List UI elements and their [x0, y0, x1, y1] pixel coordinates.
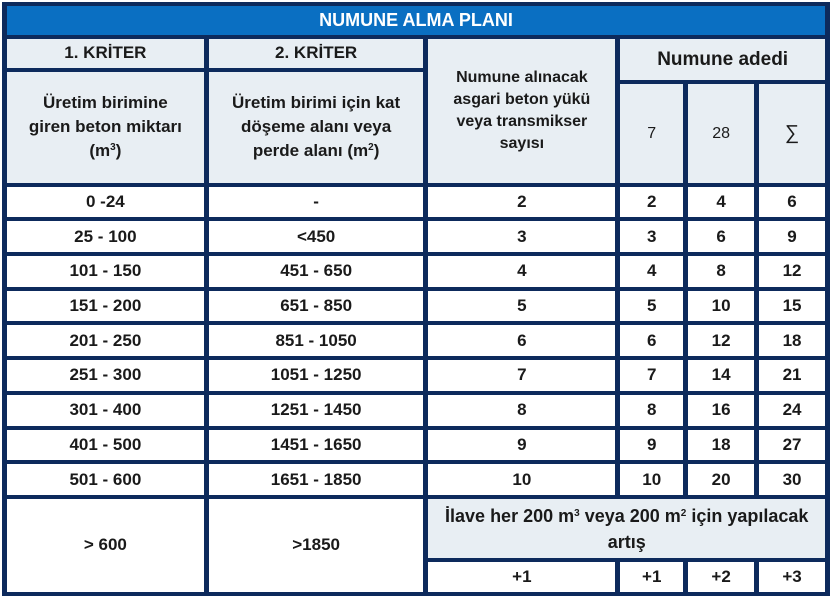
- concrete-amount-header: [7, 72, 204, 182]
- day-7-count: 9: [620, 430, 683, 461]
- total-count: 21: [759, 360, 825, 391]
- concrete-range: 101 - 150: [7, 256, 204, 287]
- day-7-count: 7: [620, 360, 683, 391]
- day-7-count: 10: [620, 464, 683, 495]
- day-28-count: 8: [688, 256, 754, 287]
- total-count: 15: [759, 291, 825, 322]
- increment-total: +3: [759, 562, 825, 592]
- min-load: 2: [428, 187, 615, 218]
- table-row: [7, 187, 825, 218]
- concrete-amount-unit: $(m^3)$: [89, 141, 122, 161]
- area-range: 1051 - 1250: [209, 360, 424, 391]
- table-row: [7, 221, 825, 252]
- total-count: 27: [759, 430, 825, 461]
- sum-header: ∑: [759, 84, 825, 182]
- day-7-count: 3: [620, 221, 683, 252]
- min-load-header-text: Numune alınacak asgari beton yükü veya transmikser sayısı: [453, 68, 591, 152]
- table-row: [7, 325, 825, 356]
- day-28-count: 4: [688, 187, 754, 218]
- sampling-plan-table-frame: [2, 2, 830, 596]
- sampling-plan-table: [2, 2, 830, 596]
- sample-count-header: Numune adedi: [620, 39, 825, 81]
- total-count: 6: [759, 187, 825, 218]
- area-range: 451 - 650: [209, 256, 424, 287]
- min-load: 7: [428, 360, 615, 391]
- concrete-range: 151 - 200: [7, 291, 204, 322]
- table-row: [7, 395, 825, 426]
- table-row: [7, 464, 825, 495]
- min-load: 9: [428, 430, 615, 461]
- area-range: 1651 - 1850: [209, 464, 424, 495]
- day-7-count: 5: [620, 291, 683, 322]
- footer-area-range: >1850: [209, 499, 424, 592]
- area-range: 651 - 850: [209, 291, 424, 322]
- floor-area-unit: $(m^2)$: [347, 141, 380, 161]
- day-7-header: 7: [620, 84, 683, 182]
- concrete-amount-desc: Üretim birimine giren beton miktarı: [28, 93, 182, 137]
- concrete-range: 201 - 250: [7, 325, 204, 356]
- area-range: -: [209, 187, 424, 218]
- concrete-range: 401 - 500: [7, 430, 204, 461]
- min-load: 3: [428, 221, 615, 252]
- concrete-range: 501 - 600: [7, 464, 204, 495]
- area-range: <450: [209, 221, 424, 252]
- area-range: 1451 - 1650: [209, 430, 424, 461]
- min-load: 5: [428, 291, 615, 322]
- concrete-range: 301 - 400: [7, 395, 204, 426]
- concrete-range: 0 -24: [7, 187, 204, 218]
- day-28-count: 16: [688, 395, 754, 426]
- footer-row: [7, 499, 825, 558]
- day-7-count: 8: [620, 395, 683, 426]
- increment-min-load: +1: [428, 562, 615, 592]
- min-load: 6: [428, 325, 615, 356]
- table-row: [7, 291, 825, 322]
- area-range: 1251 - 1450: [209, 395, 424, 426]
- day-28-header: 28: [688, 84, 754, 182]
- min-load: 10: [428, 464, 615, 495]
- day-28-count: 12: [688, 325, 754, 356]
- day-7-count: 6: [620, 325, 683, 356]
- day-28-count: 10: [688, 291, 754, 322]
- day-7-count: 4: [620, 256, 683, 287]
- table-row: [7, 360, 825, 391]
- concrete-range: 25 - 100: [7, 221, 204, 252]
- min-load: 8: [428, 395, 615, 426]
- day-28-count: 6: [688, 221, 754, 252]
- criteria-2-header: 2. KRİTER: [209, 39, 424, 69]
- concrete-range: 251 - 300: [7, 360, 204, 391]
- total-count: 18: [759, 325, 825, 356]
- total-count: 12: [759, 256, 825, 287]
- table-row: [7, 256, 825, 287]
- increment-day-7: +1: [620, 562, 683, 592]
- min-load: 4: [428, 256, 615, 287]
- day-28-count: 20: [688, 464, 754, 495]
- day-28-count: 14: [688, 360, 754, 391]
- increment-day-28: +2: [688, 562, 754, 592]
- total-count: 30: [759, 464, 825, 495]
- day-28-count: 18: [688, 430, 754, 461]
- table-title: NUMUNE ALMA PLANI: [7, 6, 825, 35]
- area-range: 851 - 1050: [209, 325, 424, 356]
- total-count: 9: [759, 221, 825, 252]
- total-count: 24: [759, 395, 825, 426]
- increment-label: İlave her 200 $m^3$ veya 200 $m^2$ için yapılacak artış: [428, 499, 825, 558]
- min-load-header: [428, 39, 615, 183]
- criteria-1-header: 1. KRİTER: [7, 39, 204, 69]
- day-7-count: 2: [620, 187, 683, 218]
- floor-area-header: [209, 72, 424, 182]
- table-row: [7, 430, 825, 461]
- footer-concrete-range: > 600: [7, 499, 204, 592]
- floor-area-desc: Üretim birimi için kat döşeme alanı veya perde alanı: [232, 93, 401, 161]
